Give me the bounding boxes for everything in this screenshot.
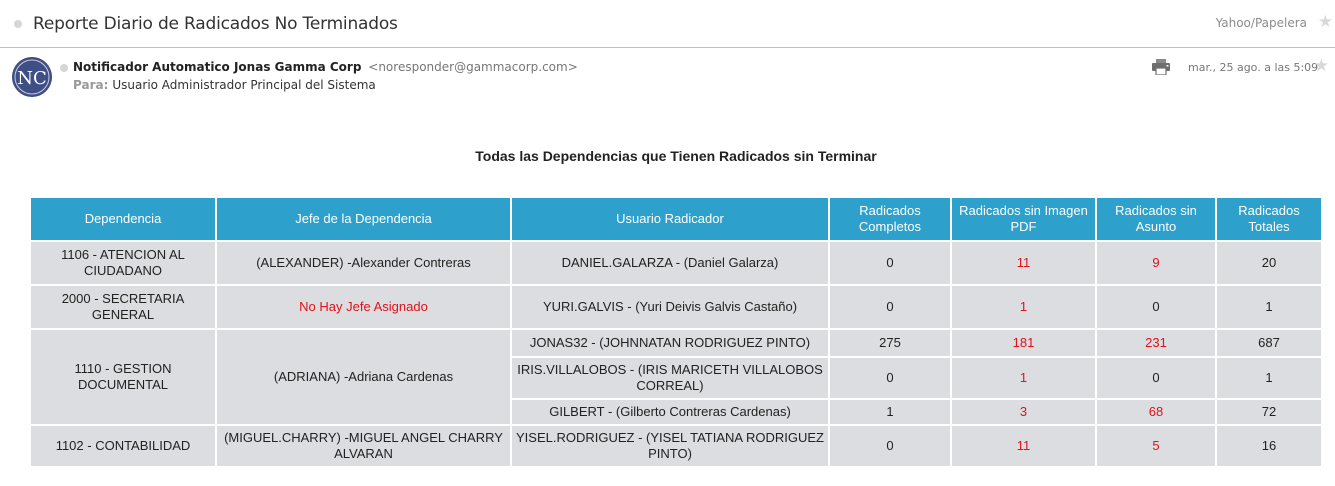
to-label: Para: xyxy=(73,78,109,92)
sin-asunto-cell: 68 xyxy=(1097,400,1215,424)
totales-cell: 687 xyxy=(1217,330,1321,356)
usuario-cell: DANIEL.GALARZA - (Daniel Galarza) xyxy=(512,242,828,284)
sender-status-dot-icon xyxy=(60,64,68,72)
sin-pdf-cell: 181 xyxy=(952,330,1095,356)
email-subject: Reporte Diario de Radicados No Terminados xyxy=(33,14,398,34)
column-header: Jefe de la Dependencia xyxy=(217,198,510,240)
totales-cell: 1 xyxy=(1217,358,1321,398)
column-header: Radicados Totales xyxy=(1217,198,1321,240)
totales-cell: 20 xyxy=(1217,242,1321,284)
sin-asunto-cell: 5 xyxy=(1097,426,1215,466)
report-title: Todas las Dependencias que Tienen Radicados sin Terminar xyxy=(475,148,877,164)
sender-email[interactable]: <noresponder@gammacorp.com> xyxy=(368,60,578,74)
sin-asunto-cell: 9 xyxy=(1097,242,1215,284)
table-header-row xyxy=(31,198,1321,240)
subject-bar xyxy=(0,0,1335,48)
print-icon[interactable] xyxy=(1152,59,1170,75)
folder-link[interactable]: Yahoo/Papelera xyxy=(1215,16,1307,30)
unread-dot-icon[interactable] xyxy=(14,20,22,28)
completos-cell: 1 xyxy=(830,400,950,424)
dependencia-cell: 1106 - ATENCION AL CIUDADANO xyxy=(31,242,215,284)
recipient-line xyxy=(73,78,376,92)
recipient-name[interactable]: Usuario Administrador Principal del Sistema xyxy=(112,78,376,92)
table-row xyxy=(31,242,1321,284)
completos-cell: 0 xyxy=(830,242,950,284)
column-header: Dependencia xyxy=(31,198,215,240)
report-table xyxy=(29,196,1323,468)
column-header: Radicados sin Asunto xyxy=(1097,198,1215,240)
usuario-cell: JONAS32 - (JOHNNATAN RODRIGUEZ PINTO) xyxy=(512,330,828,356)
dependencia-cell: 1102 - CONTABILIDAD xyxy=(31,426,215,466)
totales-cell: 72 xyxy=(1217,400,1321,424)
completos-cell: 275 xyxy=(830,330,950,356)
completos-cell: 0 xyxy=(830,358,950,398)
usuario-cell: YISEL.RODRIGUEZ - (YISEL TATIANA RODRIGUEZ PINTO) xyxy=(512,426,828,466)
usuario-cell: YURI.GALVIS - (Yuri Deivis Galvis Castaño) xyxy=(512,286,828,328)
sin-pdf-cell: 11 xyxy=(952,242,1095,284)
star-icon[interactable]: ★ xyxy=(1317,12,1333,31)
sender-line xyxy=(73,60,578,74)
sin-pdf-cell: 3 xyxy=(952,400,1095,424)
table-row xyxy=(31,286,1321,328)
totales-cell: 16 xyxy=(1217,426,1321,466)
sin-pdf-cell: 11 xyxy=(952,426,1095,466)
sin-asunto-cell: 0 xyxy=(1097,286,1215,328)
jefe-cell: (ADRIANA) -Adriana Cardenas xyxy=(217,330,510,424)
jefe-cell: (ALEXANDER) -Alexander Contreras xyxy=(217,242,510,284)
message-star-icon[interactable]: ★ xyxy=(1313,56,1329,75)
column-header: Radicados sin Imagen PDF xyxy=(952,198,1095,240)
message-date: mar., 25 ago. a las 5:09 xyxy=(1188,61,1319,74)
totales-cell: 1 xyxy=(1217,286,1321,328)
completos-cell: 0 xyxy=(830,426,950,466)
table-row xyxy=(31,426,1321,466)
dependencia-cell: 2000 - SECRETARIA GENERAL xyxy=(31,286,215,328)
jefe-cell: (MIGUEL.CHARRY) -MIGUEL ANGEL CHARRY ALVARAN xyxy=(217,426,510,466)
table-row xyxy=(31,330,1321,356)
column-header: Usuario Radicador xyxy=(512,198,828,240)
column-header: Radicados Completos xyxy=(830,198,950,240)
sin-pdf-cell: 1 xyxy=(952,286,1095,328)
completos-cell: 0 xyxy=(830,286,950,328)
avatar xyxy=(12,57,52,97)
sender-name[interactable]: Notificador Automatico Jonas Gamma Corp xyxy=(73,60,362,74)
sin-asunto-cell: 231 xyxy=(1097,330,1215,356)
sin-pdf-cell: 1 xyxy=(952,358,1095,398)
dependencia-cell: 1110 - GESTION DOCUMENTAL xyxy=(31,330,215,424)
usuario-cell: GILBERT - (Gilberto Contreras Cardenas) xyxy=(512,400,828,424)
usuario-cell: IRIS.VILLALOBOS - (IRIS MARICETH VILLALOBOS CORREAL) xyxy=(512,358,828,398)
svg-text:NC: NC xyxy=(17,68,47,89)
sin-asunto-cell: 0 xyxy=(1097,358,1215,398)
jefe-cell: No Hay Jefe Asignado xyxy=(217,286,510,328)
